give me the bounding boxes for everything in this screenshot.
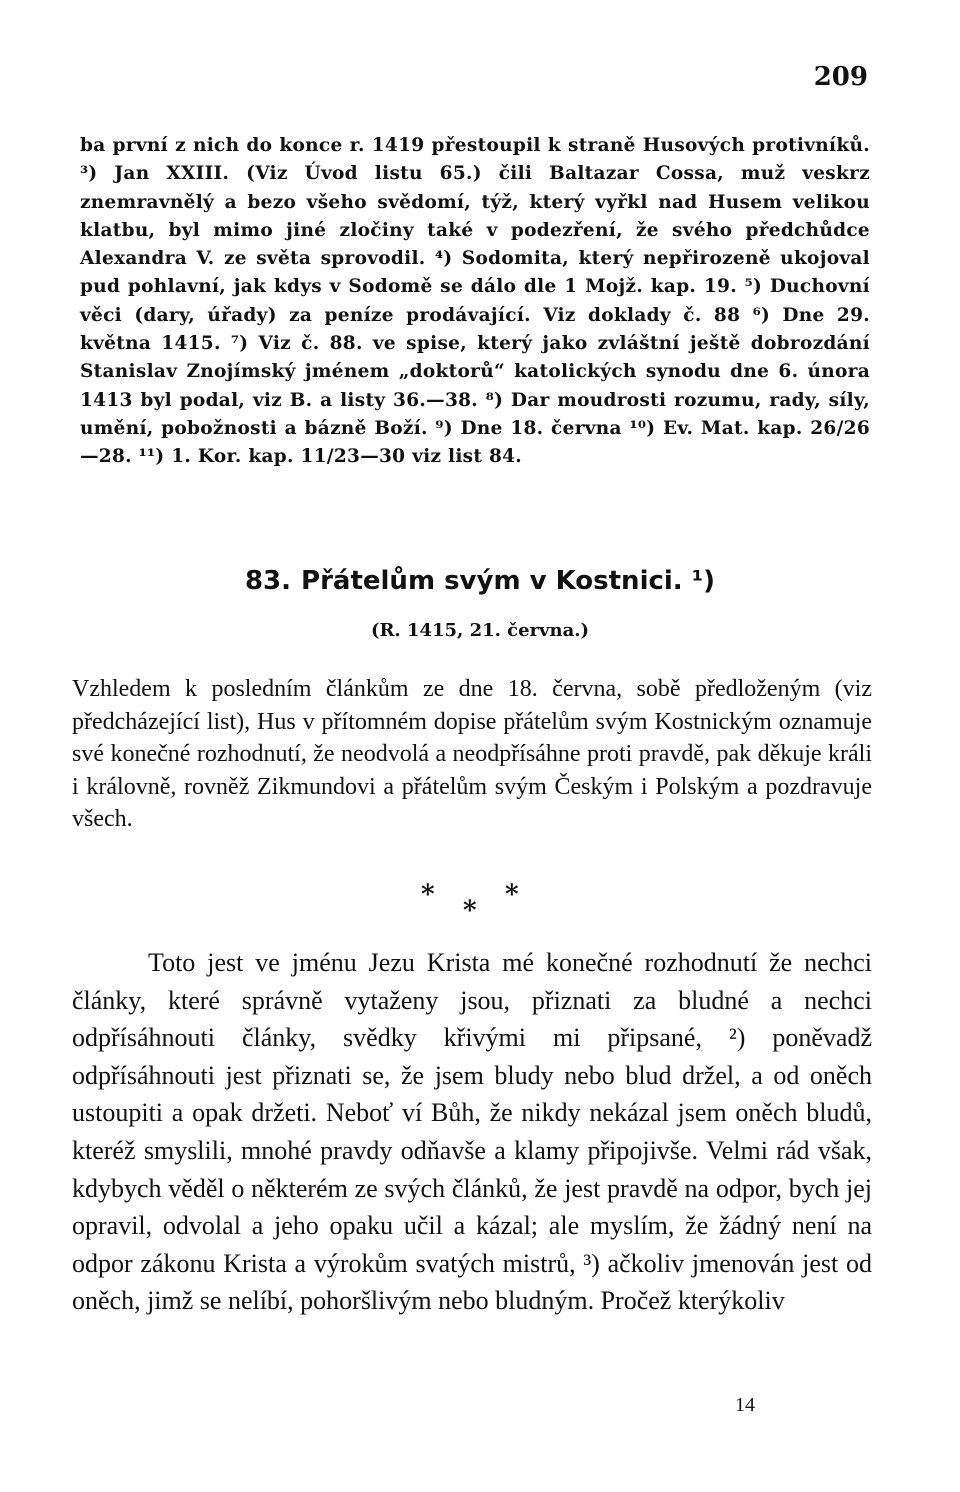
letter-number: 83. xyxy=(244,566,292,596)
summary-text: Vzhledem k posledním článkům ze dne 18. června, sobě předloženým (viz předcházející list), Hus v přítomném dopise přátelům svým Kostnickým oznamuje své konečné rozhodnutí, že neodvolá a neodpřísáhne proti pravdě, pak děkuje králi i královně, rovněž Zikmundovi a přátelům svým Českým i Polským a pozdravuje všech. xyxy=(72,676,872,832)
footnotes xyxy=(80,132,870,472)
footnotes-text: ba první z nich do konce r. 1419 přestoupil k straně Husových protivníků. ³) Jan XXIII. (Viz Úvod listu 65.) čili Baltazar Cossa, muž veskrz znemravnělý a bezo všeho svědomí, týž, který vyřkl nad Husem velikou klatbu, byl mimo jiné zločiny také v podezření, že svého předchůdce Alexandra V. ze světa sprovodil. ⁴) Sodomita, který nepřirozeně ukojoval pud pohlavní, jak kdys v Sodomě se dálo dle 1 Mojž. kap. 19. ⁵) Duchovní věci (dary, úřady) za peníze prodávající. Viz doklady č. 88 ⁶) Dne 29. května 1415. ⁷) Viz č. 88. ve spise, který jako zvláštní ještě dobrozdání Stanislav Znojímský jménem „doktorů“ katolických synodu dne 6. února 1413 byl podal, viz B. a listy 36.—38. ⁸) Dar moudrosti rozumu, rady, síly, umění, pobožnosti a bázně Boží. ⁹) Dne 18. června ¹⁰) Ev. Mat. kap. 26/26—28. ¹¹) 1. Kor. kap. 11/23—30 viz list 84. xyxy=(80,135,870,468)
letter-heading xyxy=(0,566,960,596)
letter-date: (R. 1415, 21. června.) xyxy=(370,620,590,641)
printer-signature: 14 xyxy=(735,1394,755,1416)
asterisk-2: * xyxy=(463,896,477,926)
letter-title-note: ¹) xyxy=(691,566,716,596)
section-divider xyxy=(0,880,960,930)
body-text: Toto jest ve jménu Jezu Krista mé konečné rozhodnutí že nechci články, které správně vytaženy jsou, přiznati za bludné a nechci odpřísáhnouti články, svědky křivými mi připsané, ²) poněvadž odpřísáhnouti jest přiznati se, že jsem bludy nebo blud držel, a od oněch ustoupiti a opak držeti. Neboť ví Bůh, že nikdy nekázal jsem oněch bludů, kteréž smyslili, mnohé pravdy odňavše a klamy připojivše. Velmi rád však, kdybych věděl o některém ze svých článků, že jest pravdě na odpor, bych jej opravil, odvolal a jeho opaku učil a kázal; ale myslím, že žádný není na odpor zákonu Krista a výrokům svatých mistrů, ³) ačkoliv jmenován jest od oněch, jimž se nelíbí, pohoršlivým nebo bludným. Pročež kterýkoliv xyxy=(72,948,872,1316)
asterisk-3: * xyxy=(505,880,519,910)
letter-title: Přátelům svým v Kostnici. xyxy=(301,566,683,596)
letter-body xyxy=(72,944,872,1320)
asterisk-1: * xyxy=(421,880,435,910)
letter-summary xyxy=(72,673,872,836)
page-number: 209 xyxy=(813,62,868,92)
